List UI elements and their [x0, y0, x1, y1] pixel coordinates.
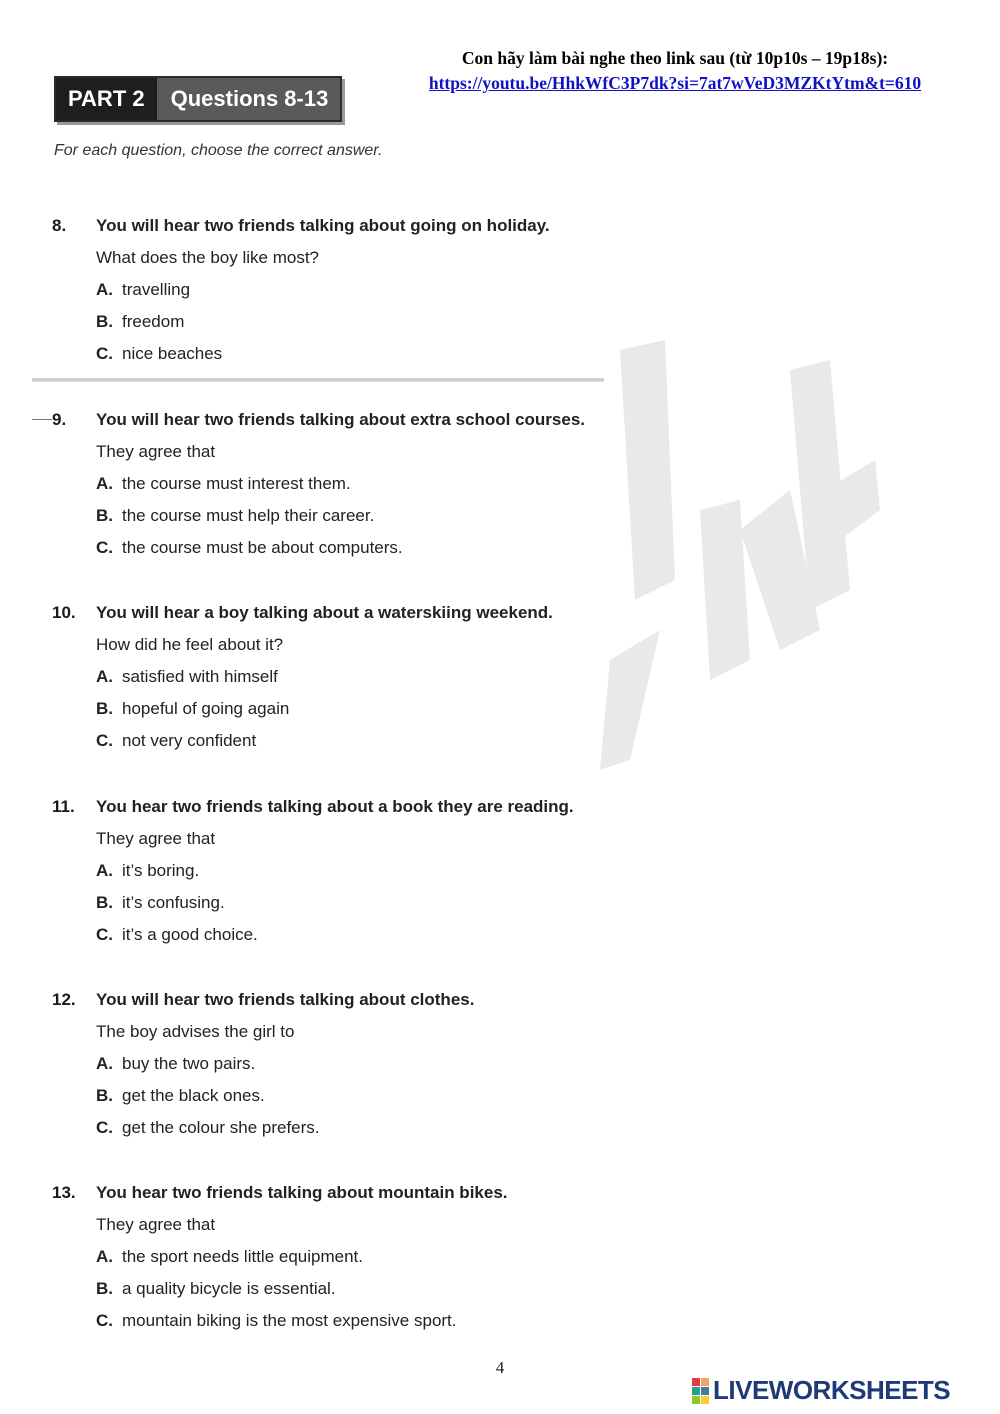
part-label: PART 2 [56, 78, 157, 120]
scan-divider [32, 378, 604, 382]
question-9 [52, 404, 585, 564]
option-b[interactable] [96, 693, 553, 725]
question-number: 10. [52, 603, 76, 622]
question-8 [52, 210, 550, 370]
option-letter: C. [96, 538, 113, 557]
option-letter: C. [96, 1311, 113, 1330]
option-letter: C. [96, 1118, 113, 1137]
option-a[interactable] [96, 661, 553, 693]
liveworksheets-logo [692, 1375, 950, 1406]
option-letter: B. [96, 699, 113, 718]
instruction-text: Con hãy làm bài nghe theo link sau (từ 10p10s – 19p18s): [461, 48, 889, 68]
option-a[interactable] [96, 1241, 508, 1273]
option-letter: B. [96, 893, 113, 912]
option-b[interactable] [96, 500, 585, 532]
question-text: You will hear a boy talking about a waterskiing weekend. [96, 603, 553, 622]
option-letter: B. [96, 506, 113, 525]
question-prompt: They agree that [96, 442, 216, 461]
option-text: the course must help their career. [122, 506, 375, 525]
option-letter: C. [96, 925, 113, 944]
option-b[interactable] [96, 1080, 474, 1112]
question-number: 12. [52, 990, 76, 1009]
option-a[interactable] [96, 1048, 474, 1080]
option-c[interactable] [96, 1305, 508, 1337]
question-12 [52, 984, 474, 1144]
question-prompt: How did he feel about it? [96, 635, 284, 654]
option-letter: B. [96, 1086, 113, 1105]
option-text: get the colour she prefers. [122, 1118, 320, 1137]
option-text: get the black ones. [122, 1086, 265, 1105]
option-text: the course must interest them. [122, 474, 351, 493]
option-letter: A. [96, 280, 113, 299]
option-c[interactable] [96, 919, 574, 951]
option-text: it’s boring. [122, 861, 200, 880]
option-text: freedom [122, 312, 185, 331]
option-c[interactable] [96, 338, 550, 370]
intro-instruction: For each question, choose the correct answer. [54, 142, 383, 159]
option-text: nice beaches [122, 344, 223, 363]
option-text: satisfied with himself [122, 667, 278, 686]
option-text: hopeful of going again [122, 699, 290, 718]
option-letter: A. [96, 1247, 113, 1266]
option-text: it’s confusing. [122, 893, 225, 912]
question-prompt: The boy advises the girl to [96, 1022, 295, 1041]
option-text: a quality bicycle is essential. [122, 1279, 336, 1298]
option-c[interactable] [96, 725, 553, 757]
option-c[interactable] [96, 1112, 474, 1144]
option-letter: A. [96, 667, 113, 686]
listening-instruction [385, 46, 965, 96]
option-letter: B. [96, 1279, 113, 1298]
option-text: mountain biking is the most expensive sport. [122, 1311, 457, 1330]
question-number: 11. [52, 797, 75, 816]
option-text: the sport needs little equipment. [122, 1247, 363, 1266]
option-text: buy the two pairs. [122, 1054, 256, 1073]
option-text: travelling [122, 280, 191, 299]
option-b[interactable] [96, 887, 574, 919]
option-letter: A. [96, 861, 113, 880]
page-number: 4 [495, 1358, 505, 1377]
question-range: Questions 8-13 [157, 78, 341, 120]
question-11 [52, 791, 574, 951]
question-text: You hear two friends talking about a book they are reading. [96, 797, 574, 816]
option-text: not very confident [122, 731, 257, 750]
question-text: You will hear two friends talking about extra school courses. [96, 410, 586, 429]
option-letter: A. [96, 1054, 113, 1073]
part-header [54, 76, 342, 122]
question-number: 13. [52, 1183, 76, 1202]
question-number: 9. [52, 410, 67, 429]
question-text: You will hear two friends talking about clothes. [96, 990, 475, 1009]
question-text: You will hear two friends talking about going on holiday. [96, 216, 550, 235]
option-letter: C. [96, 731, 113, 750]
question-prompt: What does the boy like most? [96, 248, 320, 267]
question-prompt: They agree that [96, 1215, 216, 1234]
option-letter: B. [96, 312, 113, 331]
option-text: it’s a good choice. [122, 925, 258, 944]
option-b[interactable] [96, 1273, 508, 1305]
question-13 [52, 1177, 508, 1337]
question-text: You hear two friends talking about mountain bikes. [96, 1183, 508, 1202]
watermark-graphic [590, 330, 890, 770]
logo-grid-icon [692, 1378, 709, 1404]
option-text: the course must be about computers. [122, 538, 403, 557]
option-a[interactable] [96, 855, 574, 887]
option-c[interactable] [96, 532, 585, 564]
question-number: 8. [52, 216, 67, 235]
option-a[interactable] [96, 274, 550, 306]
brand-name: LIVEWORKSHEETS [713, 1375, 951, 1405]
question-prompt: They agree that [96, 829, 216, 848]
scan-mark [32, 419, 52, 420]
option-letter: A. [96, 474, 113, 493]
question-10 [52, 597, 553, 757]
option-a[interactable] [96, 468, 585, 500]
video-link[interactable]: https://youtu.be/HhkWfC3P7dk?si=7at7wVeD3MZKtYtm&t=610 [428, 73, 922, 93]
option-letter: C. [96, 344, 113, 363]
option-b[interactable] [96, 306, 550, 338]
